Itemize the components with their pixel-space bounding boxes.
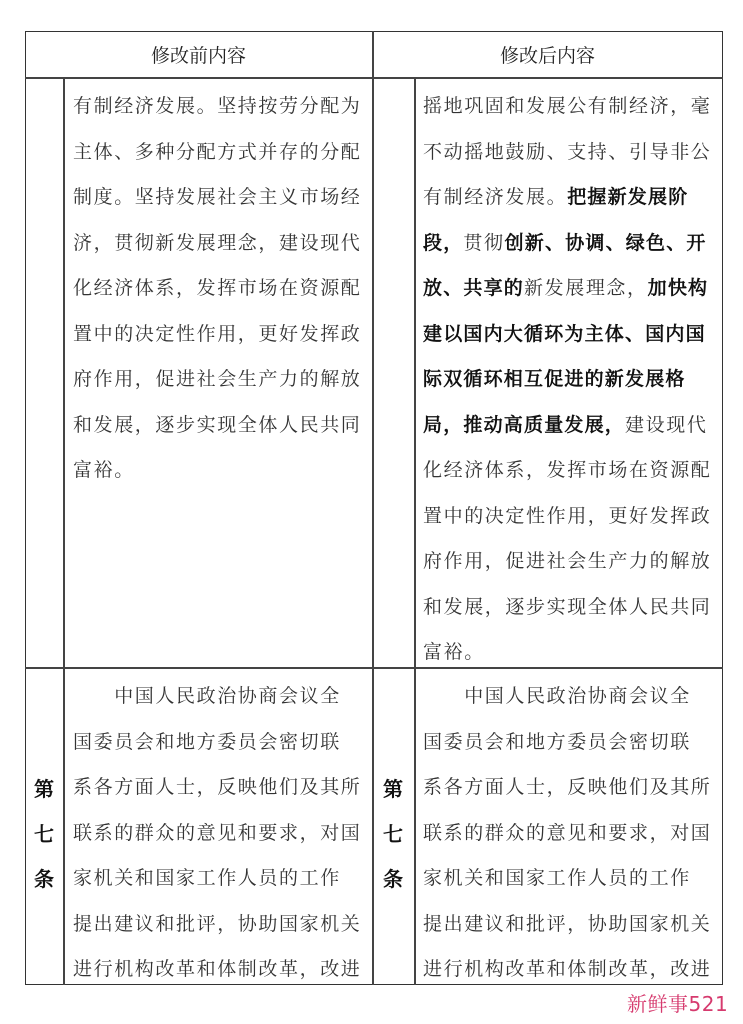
header-divider	[25, 77, 723, 79]
text-segment: 国委员会和地方委员会密切联	[73, 730, 341, 753]
text-segment: 中国人民政治协商会议全	[423, 685, 691, 707]
row2-after-text	[423, 674, 721, 993]
article-label-char: 七	[34, 822, 54, 846]
text-line	[423, 674, 721, 720]
text-segment: 进行机构改革和体制改革，改进	[73, 958, 362, 980]
text-line	[423, 221, 721, 267]
text-segment: 新发展理念，	[524, 277, 648, 299]
text-line	[73, 84, 368, 130]
text-segment: 有制经济发展。坚持按劳分配为	[73, 95, 362, 117]
text-line	[423, 856, 721, 902]
divider-right-label	[414, 77, 416, 985]
text-segment: 府作用，促进社会生产力的解放	[423, 550, 712, 572]
text-segment: 贯彻	[463, 231, 505, 254]
text-line	[73, 947, 368, 993]
text-line	[423, 720, 721, 766]
text-line	[423, 403, 721, 449]
row1-before-text	[73, 84, 368, 494]
text-segment: 和发展，逐步实现全体人民共同	[423, 595, 712, 618]
text-line	[73, 175, 368, 221]
text-segment: 建设现代	[625, 413, 708, 436]
text-line	[423, 312, 721, 358]
text-line	[73, 674, 368, 720]
text-line	[73, 266, 368, 312]
text-segment: 联系的群众的意见和要求，对国	[73, 821, 362, 844]
text-segment: 置中的决定性作用，更好发挥政	[73, 322, 362, 345]
text-segment: 济，贯彻新发展理念，建设现代	[73, 231, 362, 254]
header-before: 修改前内容	[150, 44, 246, 67]
text-line	[423, 765, 721, 811]
bold-text-segment: 放、共享的	[423, 277, 525, 299]
text-line	[73, 902, 368, 948]
text-line	[73, 130, 368, 176]
bold-text-segment: 创新、协调、绿色、开	[504, 231, 707, 254]
text-line	[73, 811, 368, 857]
article-label-char: 七	[383, 822, 403, 846]
text-segment: 化经济体系，发挥市场在资源配	[73, 277, 362, 299]
text-segment: 置中的决定性作用，更好发挥政	[423, 504, 712, 527]
text-line	[423, 448, 721, 494]
article-label-char: 第	[34, 777, 54, 801]
text-segment: 主体、多种分配方式并存的分配	[73, 140, 362, 163]
text-segment: 系各方面人士，反映他们及其所	[423, 776, 712, 798]
text-segment: 富裕。	[423, 641, 485, 663]
text-segment: 府作用，促进社会生产力的解放	[73, 368, 362, 390]
article-label-char: 条	[34, 867, 54, 891]
text-segment: 系各方面人士，反映他们及其所	[73, 776, 362, 798]
text-line	[73, 448, 368, 494]
bold-text-segment: 局，推动高质量发展，	[423, 413, 626, 436]
text-line	[423, 585, 721, 631]
bold-text-segment: 段，	[423, 231, 464, 254]
text-segment: 进行机构改革和体制改革，改进	[423, 958, 712, 980]
text-line	[73, 403, 368, 449]
text-segment: 提出建议和批评，协助国家机关	[423, 912, 712, 935]
text-segment: 国委员会和地方委员会密切联	[423, 730, 691, 753]
header-after: 修改后内容	[499, 44, 595, 67]
row1-after-text	[423, 84, 721, 676]
text-segment: 中国人民政治协商会议全	[73, 685, 341, 707]
article-label-before	[25, 767, 63, 902]
bold-text-segment: 建以国内大循环为主体、国内国	[423, 322, 706, 345]
text-line	[423, 947, 721, 993]
text-line	[423, 266, 721, 312]
text-segment: 有制经济发展。	[423, 186, 568, 208]
text-line	[423, 130, 721, 176]
text-line	[73, 856, 368, 902]
text-line	[423, 175, 721, 221]
bold-text-segment: 加快构	[647, 277, 709, 299]
text-line	[423, 494, 721, 540]
bold-text-segment: 把握新发展阶	[567, 186, 689, 208]
row2-before-text	[73, 674, 368, 993]
text-line	[423, 902, 721, 948]
divider-left-label	[63, 77, 65, 985]
article-label-char: 条	[383, 867, 403, 891]
text-line	[423, 539, 721, 585]
text-line	[73, 221, 368, 267]
text-line	[423, 357, 721, 403]
article-label-after	[374, 767, 412, 902]
text-line	[73, 357, 368, 403]
article-label-char: 第	[383, 777, 403, 801]
text-segment: 家机关和国家工作人员的工作	[423, 867, 691, 889]
text-segment: 不动摇地鼓励、支持、引导非公	[423, 140, 712, 163]
text-segment: 富裕。	[73, 459, 135, 481]
text-line	[423, 630, 721, 676]
text-segment: 和发展，逐步实现全体人民共同	[73, 413, 362, 436]
text-line	[73, 765, 368, 811]
text-line	[423, 84, 721, 130]
text-line	[73, 720, 368, 766]
text-line	[423, 811, 721, 857]
text-segment: 制度。坚持发展社会主义市场经	[73, 186, 362, 208]
text-segment: 联系的群众的意见和要求，对国	[423, 821, 712, 844]
text-segment: 提出建议和批评，协助国家机关	[73, 912, 362, 935]
text-segment: 摇地巩固和发展公有制经济，毫	[423, 95, 712, 117]
text-line	[73, 312, 368, 358]
text-segment: 家机关和国家工作人员的工作	[73, 867, 341, 889]
text-segment: 化经济体系，发挥市场在资源配	[423, 459, 712, 481]
bold-text-segment: 际双循环相互促进的新发展格	[423, 368, 686, 390]
watermark: 新鲜事521	[627, 992, 729, 1016]
